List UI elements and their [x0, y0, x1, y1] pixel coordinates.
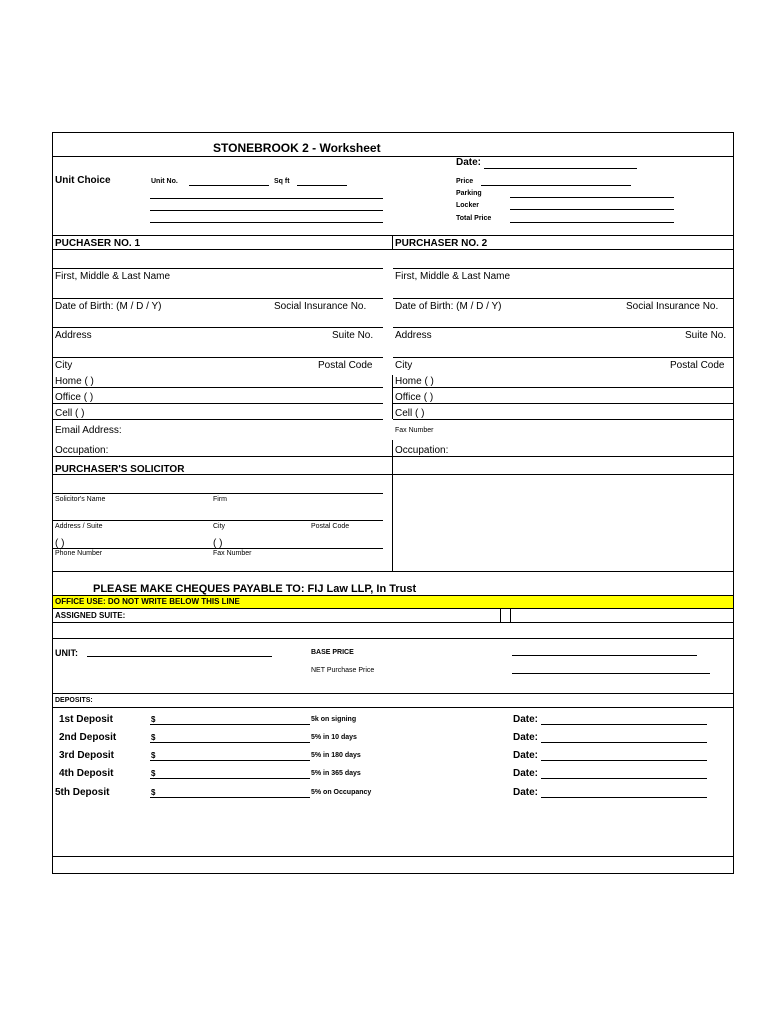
- total-price-field[interactable]: [510, 222, 674, 223]
- p1-home-line[interactable]: [53, 387, 383, 388]
- net-price-label: NET Purchase Price: [311, 667, 375, 674]
- unit-choice-label: Unit Choice: [55, 175, 111, 186]
- column-divider: [392, 375, 393, 419]
- p2-home-label: Home ( ): [395, 376, 434, 387]
- unit-line[interactable]: [150, 210, 383, 211]
- deposit-date-label: Date:: [513, 787, 539, 798]
- deposit-term: 5% in 10 days: [311, 734, 357, 741]
- price-field[interactable]: [481, 185, 631, 186]
- price-label: Price: [456, 178, 474, 185]
- deposit-label: 1st Deposit: [59, 714, 113, 725]
- p2-dob-label: Date of Birth: (M / D / Y): [395, 301, 502, 312]
- deposit-term: 5k on signing: [311, 716, 357, 723]
- p1-name-label: First, Middle & Last Name: [55, 271, 171, 282]
- deposit-label: 4th Deposit: [59, 768, 114, 779]
- p1-home-label: Home ( ): [55, 376, 94, 387]
- deposit-term: 5% on Occupancy: [311, 789, 372, 796]
- worksheet-frame: [52, 132, 734, 874]
- p2-occupation-label: Occupation:: [395, 445, 449, 456]
- divider: [53, 608, 733, 609]
- deposit-date-field[interactable]: [541, 778, 707, 779]
- unit-line[interactable]: [150, 222, 383, 223]
- p2-cell-line[interactable]: [393, 419, 733, 420]
- p2-office-line[interactable]: [393, 403, 733, 404]
- divider: [53, 456, 733, 457]
- unit-line[interactable]: [150, 198, 383, 199]
- base-price-field[interactable]: [512, 655, 697, 656]
- p1-name-line[interactable]: [53, 268, 383, 269]
- deposit-amount-field[interactable]: [150, 724, 310, 725]
- divider: [53, 595, 733, 596]
- assigned-suite-label: ASSIGNED SUITE:: [55, 611, 126, 620]
- p2-cell-label: Cell ( ): [395, 408, 425, 419]
- solicitor-heading: PURCHASER'S SOLICITOR: [55, 464, 185, 475]
- deposit-label: 5th Deposit: [55, 787, 110, 798]
- deposit-currency: $: [151, 769, 156, 778]
- sqft-field[interactable]: [297, 185, 347, 186]
- p1-occupation-label: Occupation:: [55, 445, 109, 456]
- divider: [53, 156, 733, 157]
- column-divider: [392, 235, 393, 249]
- net-price-field[interactable]: [512, 673, 710, 674]
- p1-postal-label: Postal Code: [318, 360, 373, 371]
- divider: [53, 693, 733, 694]
- locker-label: Locker: [456, 202, 479, 209]
- unit-no-label: Unit No.: [151, 178, 178, 185]
- deposit-date-field[interactable]: [541, 760, 707, 761]
- solicitor-city-label: City: [213, 523, 226, 530]
- deposit-amount-field[interactable]: [150, 797, 310, 798]
- divider: [53, 235, 733, 236]
- deposit-date-label: Date:: [513, 768, 539, 779]
- page-title: STONEBROOK 2 - Worksheet: [213, 141, 381, 155]
- sqft-label: Sq ft: [274, 178, 290, 185]
- parking-field[interactable]: [510, 197, 674, 198]
- deposit-date-label: Date:: [513, 750, 539, 761]
- solicitor-phone-paren: ( ): [55, 538, 65, 549]
- p2-city-line[interactable]: [393, 357, 733, 358]
- cell-divider: [510, 608, 511, 622]
- solicitor-firm-label: Firm: [213, 496, 227, 503]
- solicitor-address-label: Address / Suite: [55, 523, 103, 530]
- p1-email-label: Email Address:: [55, 425, 122, 436]
- unit-label: UNIT:: [55, 648, 78, 658]
- p2-city-label: City: [395, 360, 413, 371]
- purchaser1-heading: PUCHASER NO. 1: [55, 238, 141, 249]
- deposit-date-label: Date:: [513, 732, 539, 743]
- p2-address-line[interactable]: [393, 327, 733, 328]
- p2-address-label: Address: [395, 330, 432, 341]
- solicitor-name-line[interactable]: [53, 493, 383, 494]
- p2-postal-label: Postal Code: [670, 360, 725, 371]
- p2-home-line[interactable]: [393, 387, 733, 388]
- column-divider: [392, 440, 393, 571]
- p1-cell-label: Cell ( ): [55, 408, 85, 419]
- divider: [53, 707, 733, 708]
- solicitor-fax-paren: ( ): [213, 538, 223, 549]
- divider: [53, 249, 733, 250]
- deposit-term: 5% in 180 days: [311, 752, 361, 759]
- deposit-currency: $: [151, 751, 156, 760]
- deposit-date-label: Date:: [513, 714, 539, 725]
- p2-name-line[interactable]: [393, 268, 733, 269]
- deposit-label: 3rd Deposit: [59, 750, 115, 761]
- p1-sin-label: Social Insurance No.: [274, 301, 367, 312]
- p1-address-line[interactable]: [53, 327, 383, 328]
- date-label: Date:: [456, 157, 482, 168]
- divider: [53, 571, 733, 572]
- base-price-label: BASE PRICE: [311, 649, 354, 656]
- date-field[interactable]: [484, 168, 637, 169]
- deposit-date-field[interactable]: [541, 797, 707, 798]
- p2-name-label: First, Middle & Last Name: [395, 271, 511, 282]
- deposit-currency: $: [151, 715, 156, 724]
- solicitor-postal-label: Postal Code: [311, 523, 350, 530]
- deposit-amount-field[interactable]: [150, 760, 310, 761]
- p1-city-label: City: [55, 360, 73, 371]
- divider: [53, 856, 733, 857]
- p1-cell-line[interactable]: [53, 419, 383, 420]
- deposit-currency: $: [151, 788, 156, 797]
- deposit-amount-field[interactable]: [150, 742, 310, 743]
- solicitor-phone-line[interactable]: [53, 548, 383, 549]
- unit-field[interactable]: [87, 656, 272, 657]
- p1-address-label: Address: [55, 330, 92, 341]
- parking-label: Parking: [456, 190, 482, 197]
- deposits-heading: DEPOSITS:: [55, 697, 93, 704]
- p2-fax-label: Fax Number: [395, 427, 434, 434]
- deposit-amount-field[interactable]: [150, 778, 310, 779]
- deposit-currency: $: [151, 733, 156, 742]
- deposit-label: 2nd Deposit: [59, 732, 117, 743]
- office-use-notice: OFFICE USE: DO NOT WRITE BELOW THIS LINE: [55, 597, 240, 606]
- unit-no-field[interactable]: [189, 185, 269, 186]
- cell-divider: [500, 608, 501, 622]
- p1-city-line[interactable]: [53, 357, 383, 358]
- deposit-date-field[interactable]: [541, 742, 707, 743]
- divider: [53, 638, 733, 639]
- locker-field[interactable]: [510, 209, 674, 210]
- deposit-term: 5% in 365 days: [311, 770, 361, 777]
- total-price-label: Total Price: [456, 215, 492, 222]
- p2-suite-label: Suite No.: [685, 330, 727, 341]
- solicitor-fax-label: Fax Number: [213, 550, 252, 557]
- solicitor-address-line[interactable]: [53, 520, 383, 521]
- divider: [53, 622, 733, 623]
- p1-suite-label: Suite No.: [332, 330, 374, 341]
- p1-office-label: Office ( ): [55, 392, 94, 403]
- solicitor-phone-label: Phone Number: [55, 550, 103, 557]
- p2-dob-line[interactable]: [393, 298, 733, 299]
- p2-sin-label: Social Insurance No.: [626, 301, 719, 312]
- p1-office-line[interactable]: [53, 403, 383, 404]
- p1-dob-label: Date of Birth: (M / D / Y): [55, 301, 162, 312]
- solicitor-name-label: Solicitor's Name: [55, 496, 106, 503]
- deposit-date-field[interactable]: [541, 724, 707, 725]
- cheques-notice: PLEASE MAKE CHEQUES PAYABLE TO: FIJ Law LLP, In Trust: [93, 583, 417, 595]
- p1-dob-line[interactable]: [53, 298, 383, 299]
- divider: [53, 474, 733, 475]
- purchaser2-heading: PURCHASER NO. 2: [395, 238, 488, 249]
- p2-office-label: Office ( ): [395, 392, 434, 403]
